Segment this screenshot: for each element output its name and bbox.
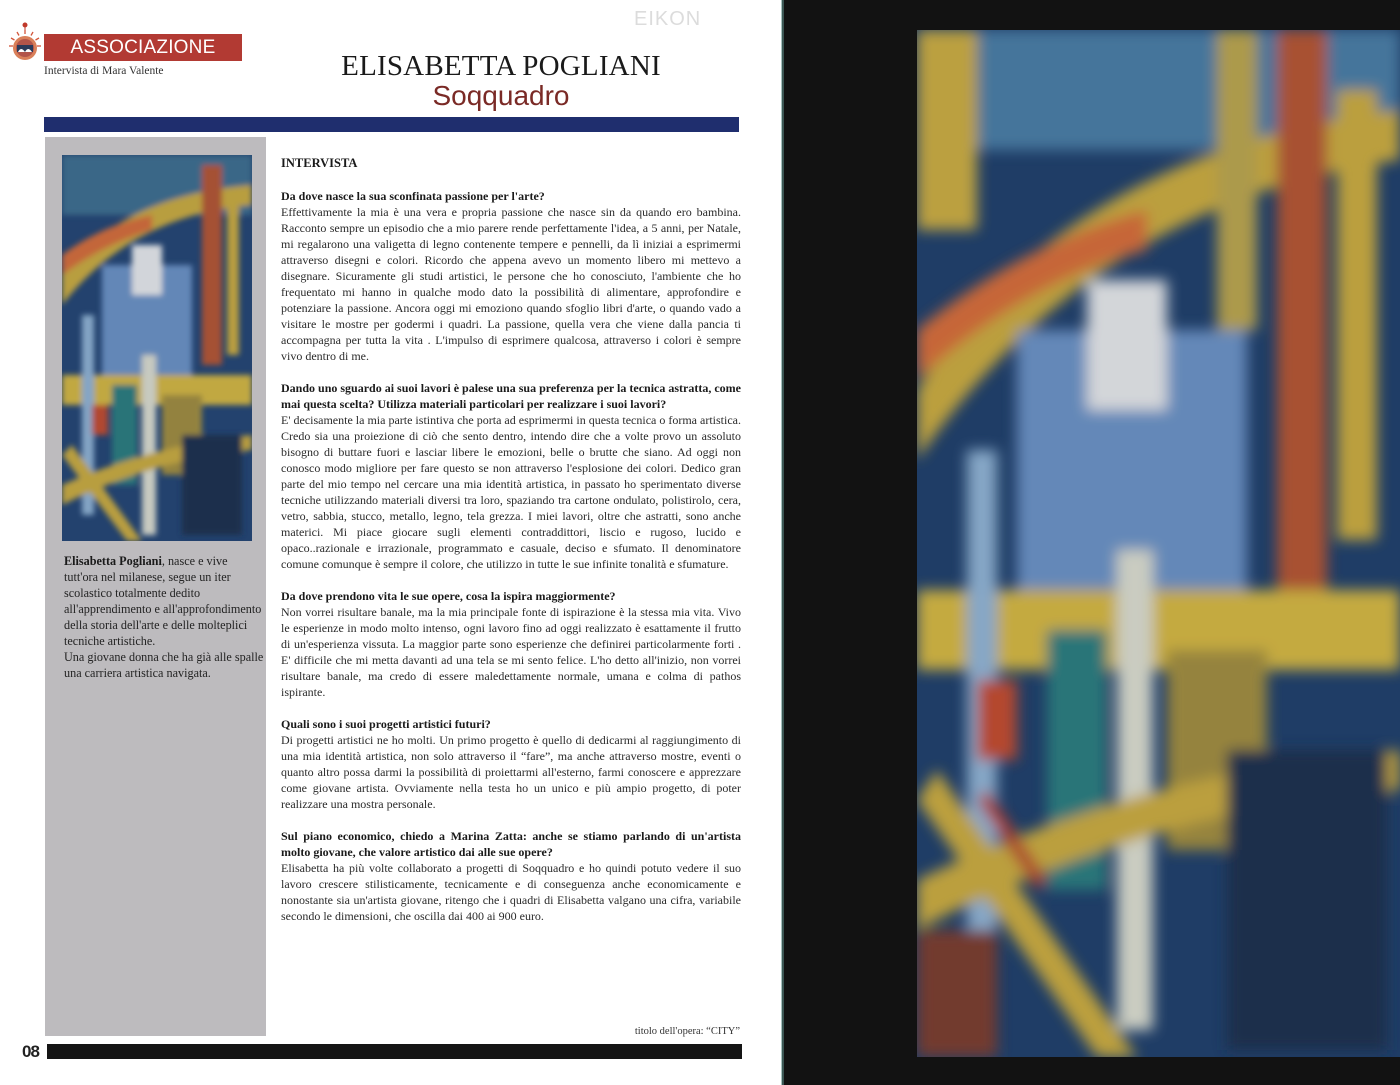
artist-bio — [64, 553, 264, 681]
section-banner: ASSOCIAZIONE — [44, 34, 242, 61]
article-kicker: INTERVISTA — [281, 156, 358, 170]
page-number: 08 — [22, 1042, 39, 1061]
answer: Elisabetta ha più volte collaborato a progetti di Soqquadro e ho quindi potuto vedere il suo lavoro crescere stilisticamente, tecnicamente e di conseguenza anche economicamente e nonostante sia un'artista giovane, ritengo che i quadri di Elisabetta valgano una cifra, variabile secondo le dimensioni, che oscilla dai 400 ai 900 euro. — [281, 861, 741, 923]
painting-thumbnail — [62, 155, 252, 541]
question: Dando uno sguardo ai suoi lavori è palese una sua preferenza per la tecnica astratta, come mai questa scelta? Utilizza materiali particolari per realizzare i suoi lavori? — [281, 381, 741, 411]
sidebar — [45, 137, 266, 1036]
byline: Intervista di Mara Valente — [44, 65, 164, 77]
magazine-name: EIKON — [634, 8, 702, 30]
bio-name: Elisabetta Pogliani — [64, 554, 162, 568]
sun-emblem-icon — [9, 20, 41, 62]
question: Da dove nasce la sua sconfinata passione per l'arte? — [281, 189, 545, 203]
answer: E' decisamente la mia parte istintiva che porta ad esprimermi in questa tecnica o forma artistica. Credo sia una proiezione di ciò che sento dentro, intendo dire che a volte provo un assoluto bisogno di buttare fuori e lasciar libere le emozioni, belle o brutte che siano. Ad oggi non conosco modo migliore per fare questo se non attraverso l'esplosione dei colori. Dedico gran parte del mio tempo nel cercare una mia identità artistica, in passato ho sperimentato diverse tecniche utilizzando materiali diversi tra loro, spaziando tra cartone ondulato, polistirolo, cera, vetro, sabbia, stucco, metallo, legno, tela grezza. I miei lavori, oltre che astratti, sono anche materici. Mi piace giocare sugli elementi contraddittori, liscio e rugoso, lucido e opaco..razionale e irrazionale, programmato e casuale, deciso e sfumato. Il denominatore comune comunque è sempre il colore, che utilizzo in tutte le sue infinite tonalità e sfumature. — [281, 413, 741, 571]
question: Sul piano economico, chiedo a Marina Zatta: anche se stiamo parlando di un'artista molto giovane, che valore artistico dai alle sue opere? — [281, 829, 741, 859]
header-divider — [44, 117, 739, 132]
footer-bar — [47, 1044, 742, 1059]
bio-text-2: Una giovane donna che ha già alle spalle una carriera artistica navigata. — [64, 650, 264, 680]
question: Quali sono i suoi progetti artistici futuri? — [281, 717, 491, 731]
subtitle: Soqquadro — [432, 80, 570, 111]
answer: Di progetti artistici ne ho molti. Un primo progetto è quello di dedicarmi al raggiungimento di una mia identità artistica, non solo attraverso il “fare”, ma anche attraverso mostre, eventi o quanto altro possa darmi la possibilità di proiettarmi all'esterno, farmi conoscere e apprezzare come giovane artista. Ovviamente nella testa ho un unico e più ampio progetto, di poter realizzare una mostra personale. — [281, 733, 741, 811]
artist-name-title: ELISABETTA POGLIANI — [341, 50, 661, 82]
question: Da dove prendono vita le sue opere, cosa la ispira maggiormente? — [281, 589, 616, 603]
interview-article — [281, 155, 741, 940]
answer: Non vorrei risultare banale, ma la mia principale fonte di ispirazione è la stessa mia vita. Vivo le esperienze in modo molto intenso, ogni lavoro fino ad oggi realizzato è esattamente il frutto di un'esperienza vissuta. La maggior parte sono esperienze che definirei particolarmente forti . E' difficile che mi metta davanti ad una tela se mi sento felice. L'ho detto all'inizio, non vorrei risultare banale, ma credo di essere maledettamente normale, umana e colma di pathos ispirante. — [281, 605, 741, 699]
bio-text: , nasce e vive tutt'ora nel milanese, segue un iter scolastico totalmente dedito all'apprendimento e all'approfondimento della storia dell'arte e delle molteplici tecniche artistiche. — [64, 554, 262, 648]
artwork-caption: titolo dell'opera: “CITY” — [634, 1026, 740, 1037]
answer: Effettivamente la mia è una vera e propria passione che nasce sin da quando ero bambina. Racconto sempre un episodio che a mio parere rende perfettamente l'idea, a 5 anni, per Natale, mi regalarono una valigetta di legno contenente tempere e pennelli, da lì iniziai a esprimermi attraverso disegni e colori. Ricordo che appena avevo un momento libero mi mettevo a disegnare. Sicuramente gli studi artistici, le persone che ho conosciuto, l'ambiente che ho frequentato mi hanno in qualche modo dato la possibilità di alimentare, approfondire e potenziare la passione. Ancora oggi mi emoziono quando sfoglio libri d'arte, o quando vado a visitare le mostre per godermi i quadri. La passione, quella vera che viene dalla pancia ti accompagna per tutta la vita . L'impulso di esprimere qualcosa, attraverso i colori è sempre vivo dentro di me. — [281, 205, 741, 363]
painting-full — [917, 30, 1400, 1057]
